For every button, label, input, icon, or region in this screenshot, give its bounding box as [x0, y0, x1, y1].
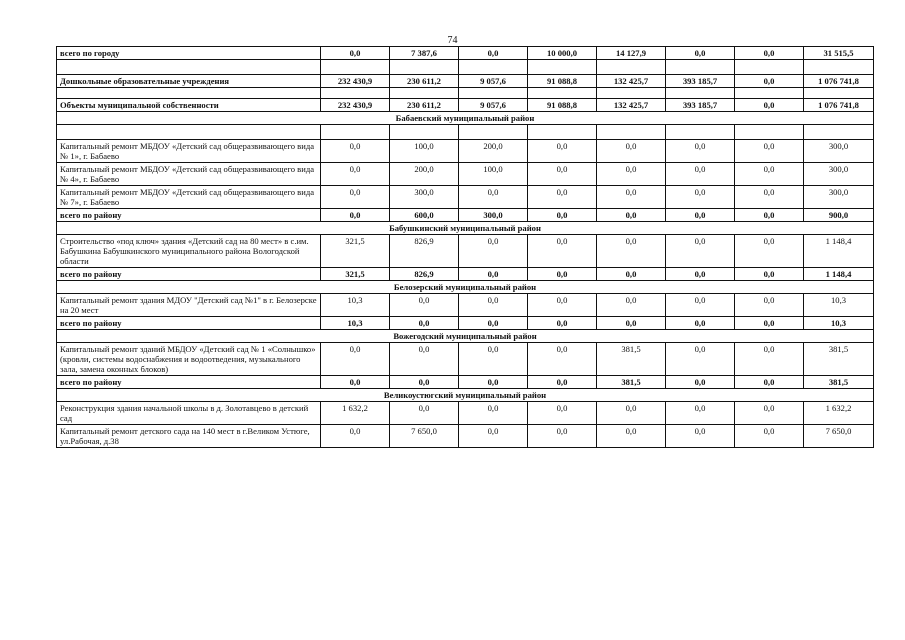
- cell-col-6: 0,0: [666, 209, 735, 222]
- cell-col-7: 0,0: [735, 75, 804, 88]
- section-title: Бабаевский муниципальный район: [57, 112, 874, 125]
- cell-col-7: 0,0: [735, 47, 804, 60]
- cell-col-7: 0,0: [735, 163, 804, 186]
- empty-cell: [459, 60, 528, 75]
- empty-cell: [597, 125, 666, 140]
- financing-table: [56, 46, 874, 448]
- cell-col-6: 0,0: [666, 425, 735, 448]
- cell-col-2: 230 611,2: [390, 75, 459, 88]
- cell-col-1: 0,0: [321, 186, 390, 209]
- cell-col-3: 0,0: [459, 268, 528, 281]
- cell-col-total: 300,0: [804, 163, 874, 186]
- cell-col-5: 381,5: [597, 343, 666, 376]
- empty-cell: [390, 88, 459, 99]
- cell-col-5: 14 127,9: [597, 47, 666, 60]
- cell-col-3: 0,0: [459, 402, 528, 425]
- cell-col-3: 0,0: [459, 186, 528, 209]
- cell-col-2: 7 387,6: [390, 47, 459, 60]
- cell-col-6: 0,0: [666, 140, 735, 163]
- cell-col-4: 0,0: [528, 186, 597, 209]
- cell-col-6: 0,0: [666, 294, 735, 317]
- cell-col-6: 0,0: [666, 186, 735, 209]
- empty-cell: [804, 88, 874, 99]
- row-name: всего по району: [57, 376, 321, 389]
- cell-col-6: 393 185,7: [666, 75, 735, 88]
- empty-cell: [804, 60, 874, 75]
- section-title: Белозерский муниципальный район: [57, 281, 874, 294]
- empty-cell: [321, 125, 390, 140]
- cell-col-4: 0,0: [528, 140, 597, 163]
- cell-col-5: 0,0: [597, 140, 666, 163]
- cell-col-1: 232 430,9: [321, 75, 390, 88]
- cell-col-2: 0,0: [390, 402, 459, 425]
- cell-col-3: 9 057,6: [459, 99, 528, 112]
- cell-col-5: 0,0: [597, 294, 666, 317]
- row-name: всего по району: [57, 268, 321, 281]
- cell-col-total: 31 515,5: [804, 47, 874, 60]
- cell-col-2: 230 611,2: [390, 99, 459, 112]
- cell-col-total: 10,3: [804, 317, 874, 330]
- cell-col-1: 0,0: [321, 343, 390, 376]
- cell-col-1: 321,5: [321, 268, 390, 281]
- empty-cell: [57, 60, 321, 75]
- cell-col-3: 0,0: [459, 317, 528, 330]
- cell-col-2: 100,0: [390, 140, 459, 163]
- empty-cell: [459, 88, 528, 99]
- section-header-row: [57, 330, 874, 343]
- row-name: всего по району: [57, 317, 321, 330]
- cell-col-1: 1 632,2: [321, 402, 390, 425]
- row-name: Строительство «под ключ» здания «Детский сад на 80 мест» в с.им. Бабушкина Бабушкинского муниципального района Вологодской области: [57, 235, 321, 268]
- table-row: [57, 343, 874, 376]
- empty-cell: [666, 125, 735, 140]
- row-name: всего по району: [57, 209, 321, 222]
- cell-col-5: 0,0: [597, 402, 666, 425]
- cell-col-1: 0,0: [321, 376, 390, 389]
- cell-col-5: 0,0: [597, 186, 666, 209]
- table-row: [57, 402, 874, 425]
- row-name: всего по городу: [57, 47, 321, 60]
- cell-col-total: 1 632,2: [804, 402, 874, 425]
- cell-col-7: 0,0: [735, 425, 804, 448]
- cell-col-7: 0,0: [735, 317, 804, 330]
- row-name: Капитальный ремонт зданий МБДОУ «Детский сад № 1 «Солнышко» (кровли, системы водоснабжения и водоотведения, музыкального зала, замена оконных блоков): [57, 343, 321, 376]
- cell-col-4: 0,0: [528, 425, 597, 448]
- empty-cell: [597, 60, 666, 75]
- cell-col-6: 0,0: [666, 402, 735, 425]
- empty-cell: [390, 125, 459, 140]
- empty-cell: [528, 88, 597, 99]
- section-header-row: [57, 281, 874, 294]
- cell-col-6: 0,0: [666, 376, 735, 389]
- section-header-row: [57, 389, 874, 402]
- cell-col-6: 0,0: [666, 343, 735, 376]
- row-name: Капитальный ремонт МБДОУ «Детский сад общеразвивающего вида № 7», г. Бабаево: [57, 186, 321, 209]
- cell-col-4: 0,0: [528, 317, 597, 330]
- cell-col-total: 900,0: [804, 209, 874, 222]
- empty-row: [57, 60, 874, 75]
- empty-row: [57, 125, 874, 140]
- cell-col-7: 0,0: [735, 186, 804, 209]
- cell-col-1: 0,0: [321, 425, 390, 448]
- cell-col-4: 0,0: [528, 268, 597, 281]
- empty-cell: [459, 125, 528, 140]
- cell-col-3: 100,0: [459, 163, 528, 186]
- cell-col-1: 0,0: [321, 47, 390, 60]
- section-header-row: [57, 222, 874, 235]
- empty-cell: [57, 88, 321, 99]
- cell-col-5: 0,0: [597, 317, 666, 330]
- cell-col-3: 0,0: [459, 425, 528, 448]
- cell-col-7: 0,0: [735, 140, 804, 163]
- empty-cell: [57, 125, 321, 140]
- empty-cell: [321, 60, 390, 75]
- row-name: Капитальный ремонт детского сада на 140 мест в г.Великом Устюге, ул.Рабочая, д.38: [57, 425, 321, 448]
- total-row: [57, 99, 874, 112]
- cell-col-7: 0,0: [735, 99, 804, 112]
- total-row: [57, 317, 874, 330]
- cell-col-4: 0,0: [528, 235, 597, 268]
- cell-col-total: 381,5: [804, 343, 874, 376]
- cell-col-7: 0,0: [735, 376, 804, 389]
- cell-col-4: 0,0: [528, 294, 597, 317]
- cell-col-total: 1 148,4: [804, 235, 874, 268]
- cell-col-2: 0,0: [390, 317, 459, 330]
- cell-col-3: 9 057,6: [459, 75, 528, 88]
- empty-cell: [666, 88, 735, 99]
- cell-col-7: 0,0: [735, 235, 804, 268]
- table-row: [57, 425, 874, 448]
- cell-col-3: 0,0: [459, 343, 528, 376]
- cell-col-2: 7 650,0: [390, 425, 459, 448]
- empty-cell: [735, 88, 804, 99]
- empty-cell: [666, 60, 735, 75]
- total-row: [57, 268, 874, 281]
- cell-col-4: 0,0: [528, 376, 597, 389]
- empty-row: [57, 88, 874, 99]
- cell-col-total: 1 076 741,8: [804, 75, 874, 88]
- table-row: [57, 235, 874, 268]
- cell-col-5: 0,0: [597, 268, 666, 281]
- empty-cell: [735, 60, 804, 75]
- empty-cell: [735, 125, 804, 140]
- cell-col-total: 10,3: [804, 294, 874, 317]
- cell-col-4: 0,0: [528, 209, 597, 222]
- empty-cell: [804, 125, 874, 140]
- cell-col-6: 393 185,7: [666, 99, 735, 112]
- cell-col-2: 300,0: [390, 186, 459, 209]
- cell-col-total: 300,0: [804, 140, 874, 163]
- total-row: [57, 75, 874, 88]
- cell-col-5: 0,0: [597, 235, 666, 268]
- cell-col-6: 0,0: [666, 268, 735, 281]
- cell-col-total: 7 650,0: [804, 425, 874, 448]
- cell-col-4: 0,0: [528, 343, 597, 376]
- cell-col-1: 10,3: [321, 294, 390, 317]
- section-header-row: [57, 112, 874, 125]
- page-number: 74: [447, 35, 458, 46]
- empty-cell: [321, 88, 390, 99]
- cell-col-3: 0,0: [459, 294, 528, 317]
- cell-col-total: 1 076 741,8: [804, 99, 874, 112]
- cell-col-1: 0,0: [321, 209, 390, 222]
- cell-col-6: 0,0: [666, 47, 735, 60]
- cell-col-5: 132 425,7: [597, 75, 666, 88]
- cell-col-total: 1 148,4: [804, 268, 874, 281]
- cell-col-6: 0,0: [666, 317, 735, 330]
- cell-col-5: 381,5: [597, 376, 666, 389]
- cell-col-1: 10,3: [321, 317, 390, 330]
- row-name: Реконструкция здания начальной школы в д. Золотавцево в детский сад: [57, 402, 321, 425]
- cell-col-4: 10 000,0: [528, 47, 597, 60]
- cell-col-2: 826,9: [390, 268, 459, 281]
- cell-col-3: 0,0: [459, 376, 528, 389]
- table-row: [57, 186, 874, 209]
- cell-col-2: 826,9: [390, 235, 459, 268]
- cell-col-3: 300,0: [459, 209, 528, 222]
- row-name: Капитальный ремонт МБДОУ «Детский сад общеразвивающего вида № 1», г. Бабаево: [57, 140, 321, 163]
- section-title: Вожегодский муниципальный район: [57, 330, 874, 343]
- cell-col-2: 0,0: [390, 343, 459, 376]
- total-row: [57, 376, 874, 389]
- cell-col-5: 132 425,7: [597, 99, 666, 112]
- empty-cell: [528, 60, 597, 75]
- cell-col-1: 0,0: [321, 140, 390, 163]
- cell-col-7: 0,0: [735, 402, 804, 425]
- cell-col-2: 600,0: [390, 209, 459, 222]
- row-name: Капитальный ремонт МБДОУ «Детский сад общеразвивающего вида № 4», г. Бабаево: [57, 163, 321, 186]
- cell-col-5: 0,0: [597, 163, 666, 186]
- cell-col-7: 0,0: [735, 268, 804, 281]
- row-name: Дошкольные образовательные учреждения: [57, 75, 321, 88]
- row-name: Объекты муниципальной собственности: [57, 99, 321, 112]
- cell-col-6: 0,0: [666, 163, 735, 186]
- cell-col-4: 0,0: [528, 402, 597, 425]
- empty-cell: [390, 60, 459, 75]
- cell-col-7: 0,0: [735, 209, 804, 222]
- cell-col-5: 0,0: [597, 209, 666, 222]
- cell-col-2: 0,0: [390, 294, 459, 317]
- cell-col-2: 200,0: [390, 163, 459, 186]
- empty-cell: [528, 125, 597, 140]
- row-name: Капитальный ремонт здания МДОУ "Детский сад №1" в г. Белозерске на 20 мест: [57, 294, 321, 317]
- cell-col-7: 0,0: [735, 294, 804, 317]
- cell-col-total: 381,5: [804, 376, 874, 389]
- table-row: [57, 140, 874, 163]
- cell-col-6: 0,0: [666, 235, 735, 268]
- cell-col-4: 0,0: [528, 163, 597, 186]
- total-row: [57, 209, 874, 222]
- section-title: Великоустюгский муниципальный район: [57, 389, 874, 402]
- cell-col-2: 0,0: [390, 376, 459, 389]
- table-row: [57, 163, 874, 186]
- cell-col-3: 0,0: [459, 47, 528, 60]
- table-row: [57, 294, 874, 317]
- cell-col-1: 321,5: [321, 235, 390, 268]
- cell-col-1: 232 430,9: [321, 99, 390, 112]
- cell-col-3: 200,0: [459, 140, 528, 163]
- cell-col-5: 0,0: [597, 425, 666, 448]
- cell-col-4: 91 088,8: [528, 99, 597, 112]
- cell-col-4: 91 088,8: [528, 75, 597, 88]
- cell-col-1: 0,0: [321, 163, 390, 186]
- section-title: Бабушкинский муниципальный район: [57, 222, 874, 235]
- total-row: [57, 47, 874, 60]
- cell-col-3: 0,0: [459, 235, 528, 268]
- cell-col-7: 0,0: [735, 343, 804, 376]
- empty-cell: [597, 88, 666, 99]
- cell-col-total: 300,0: [804, 186, 874, 209]
